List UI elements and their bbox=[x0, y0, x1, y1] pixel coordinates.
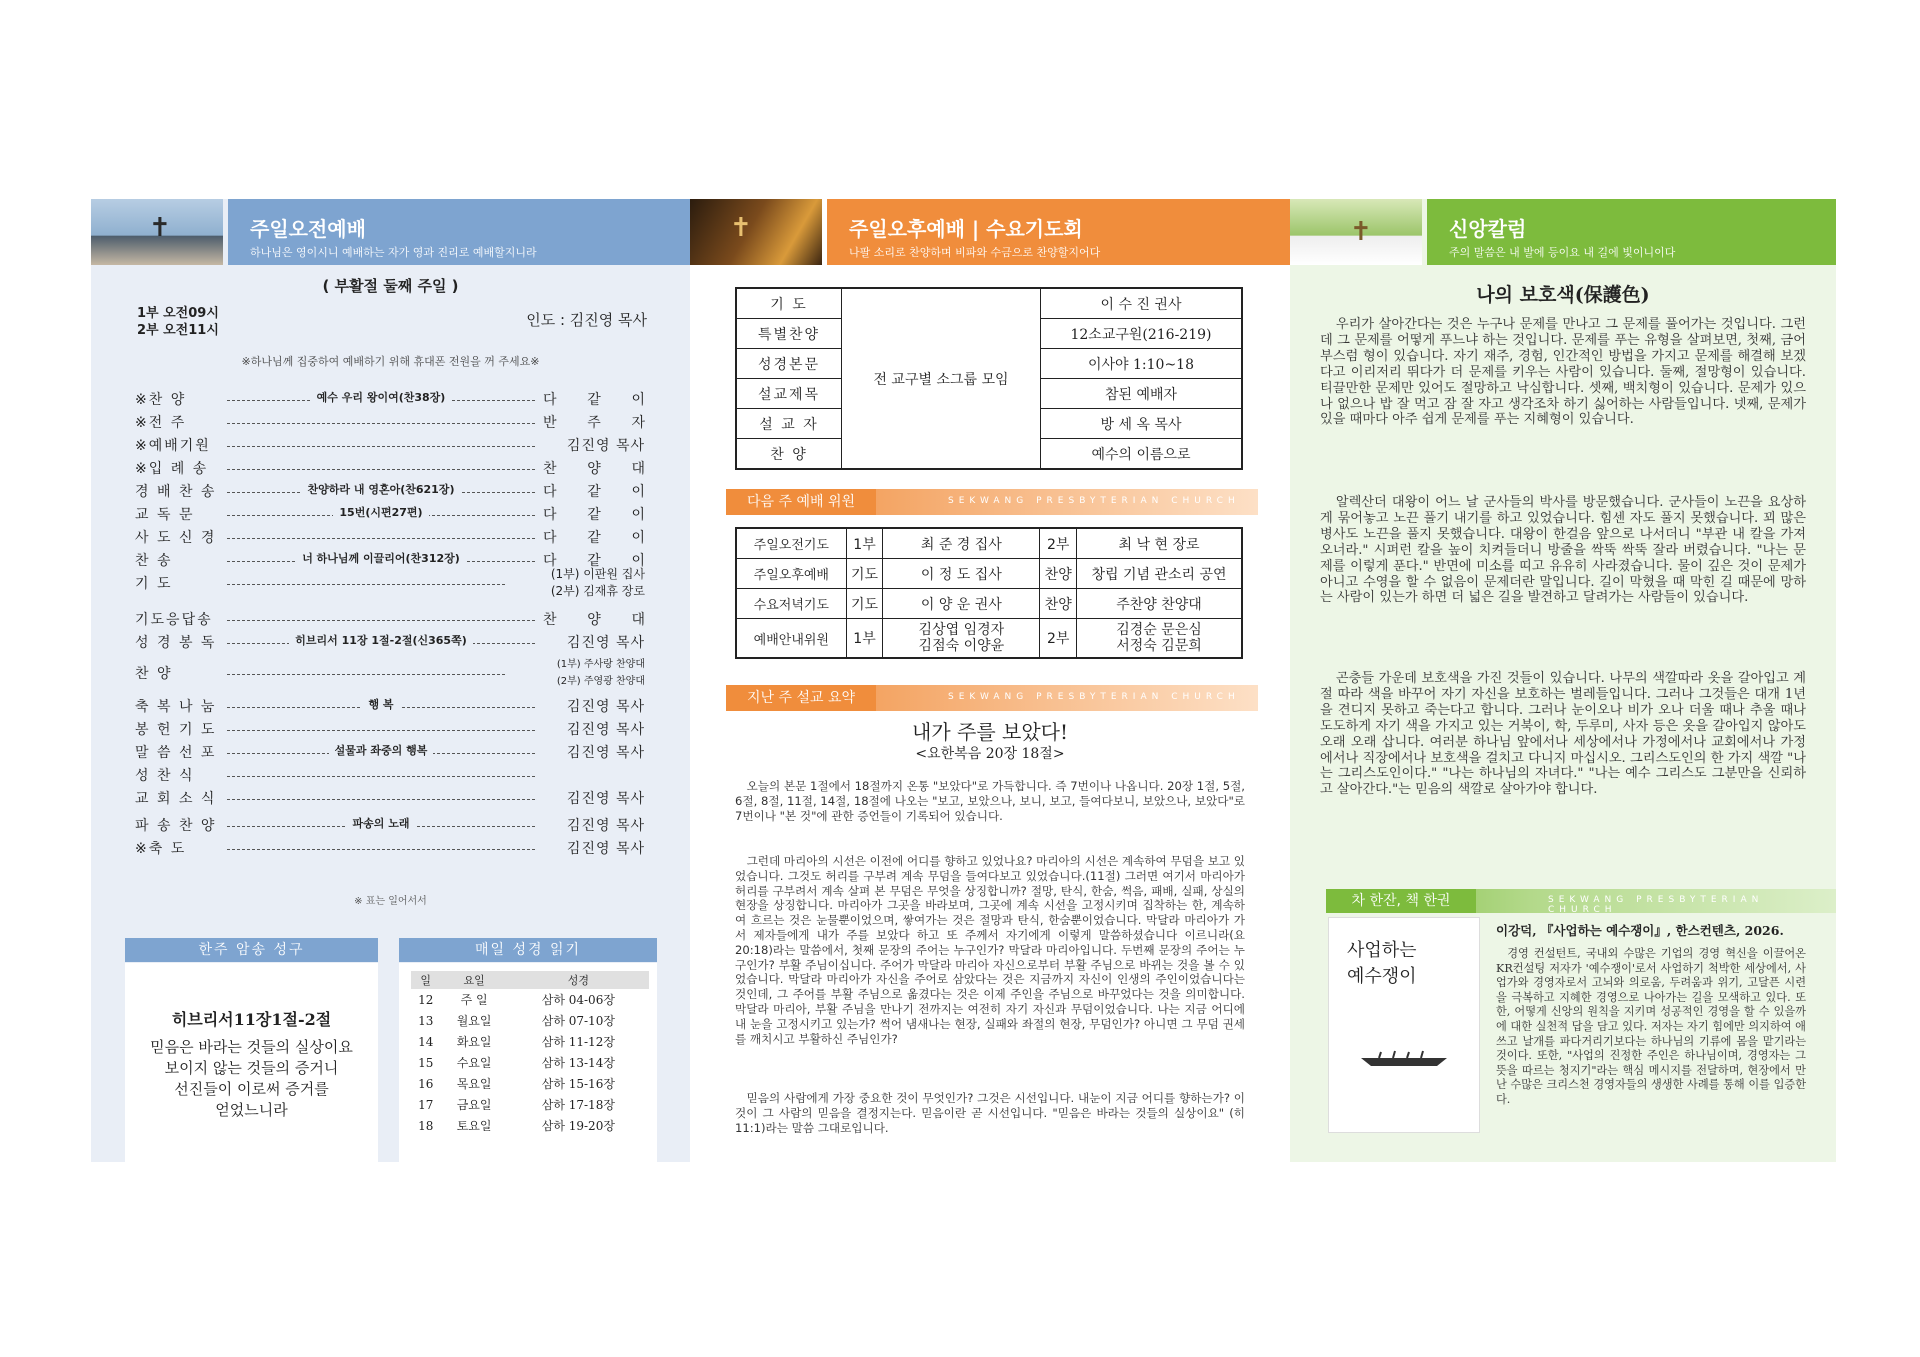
order-label: 기도응답송 bbox=[135, 612, 213, 628]
daily-reading-table bbox=[411, 971, 649, 1136]
reading-cell: 17 bbox=[418, 1097, 434, 1112]
service-value: 이 수 진 권사 bbox=[1041, 288, 1243, 319]
order-person: 김진영 목사 bbox=[566, 635, 645, 651]
memory-verse-line: 믿음은 바라는 것들의 실상이요 bbox=[150, 1038, 353, 1056]
order-title-text: 히브리서 11장 1절-2절(신365쪽) bbox=[289, 634, 473, 647]
order-label: 성 경 봉 독 bbox=[135, 635, 217, 651]
order-person-2: (2부) 김재휴 장로 bbox=[550, 584, 645, 598]
service-label: 특별찬양 bbox=[736, 319, 842, 349]
reading-cell: 수요일 bbox=[456, 1056, 492, 1070]
order-person: 찬 양 대 bbox=[543, 612, 645, 628]
worship-order-item bbox=[135, 632, 645, 654]
next-week-cell: 주일오전기도 bbox=[736, 528, 846, 559]
reading-row bbox=[411, 1052, 649, 1073]
order-title bbox=[227, 815, 535, 831]
worship-order-item bbox=[135, 659, 645, 687]
order-label: 기 도 bbox=[135, 576, 173, 592]
next-week-title: 다음 주 예배 위원 bbox=[726, 489, 876, 515]
order-person: 다 같 이 bbox=[543, 507, 645, 523]
service-label: 찬 양 bbox=[736, 439, 842, 470]
afternoon-service-header bbox=[690, 199, 1290, 265]
order-person: 다 같 이 bbox=[543, 530, 645, 546]
reading-row bbox=[411, 1115, 649, 1136]
next-week-cell: 찬양 bbox=[1040, 559, 1077, 589]
next-week-cell: 최 준 경 집사 bbox=[883, 528, 1040, 559]
column-paragraph-1: 우리가 살아간다는 것은 누구나 문제를 만나고 그 문제를 풀어가는 것입니다. 그런데 그 문제를 어떻게 푸느냐 하는 것입니다. 문제를 푸는 유형을 살펴보면, 첫째, 금어 부스럼 형이 있습니다. 자기 재주, 경험, 인간적인 방법을 가지고 문제를 해결해 보겠다고 이리저리 뛰다가 더 문제를 키우는 사람이 있습니다. 둘째, 절망형이 있습니다. 티끌만한 문제만 있어도 절망하고 낙심합니다. 셋째, 백치형이 있습니다. 문제가 있으나 없으나 밥 잘 먹고 잠 잘 자고 생각조차 하기 싫어하는 사람들입니다. 넷째, 문제가 있을 때마다 아주 쉽게 문제를 푸는 지혜형이 있습니다. bbox=[1320, 317, 1806, 428]
next-week-cell: 최 낙 현 장로 bbox=[1077, 528, 1242, 559]
order-leader-line bbox=[227, 584, 505, 585]
reading-cell: 15 bbox=[418, 1055, 434, 1070]
worship-order-item bbox=[135, 742, 645, 764]
church-name-english: SEKWANG PRESBYTERIAN CHURCH bbox=[948, 496, 1240, 506]
usher-cell: 2부 bbox=[1040, 619, 1077, 659]
memory-verse-reference: 히브리서11장1절-2절 bbox=[171, 1010, 332, 1029]
reading-cell: 주 일 bbox=[460, 993, 488, 1007]
daily-reading-box bbox=[399, 963, 657, 1162]
order-label: 교 독 문 bbox=[135, 507, 195, 523]
section-subtitle: 나팔 소리로 찬양하며 비파와 수금으로 찬양할지어다 bbox=[849, 246, 1101, 259]
worship-order-item bbox=[135, 788, 645, 810]
order-leader-line bbox=[227, 799, 535, 800]
sunday-name: ( 부활절 둘째 주일 ) bbox=[322, 277, 459, 295]
next-week-cell: 수요저녁기도 bbox=[736, 589, 846, 619]
worship-order-item bbox=[135, 696, 645, 718]
reading-cell: 삼하 17-18장 bbox=[541, 1098, 615, 1112]
worship-order-item bbox=[135, 435, 645, 457]
order-label: ※전 주 bbox=[135, 415, 187, 431]
order-person: 김진영 목사 bbox=[566, 722, 645, 738]
order-person: 김진영 목사 bbox=[566, 818, 645, 834]
service-label: 설 교 자 bbox=[736, 409, 842, 439]
cross-icon: ✝ bbox=[149, 213, 171, 243]
church-name-english: SEKWANG PRESBYTERIAN CHURCH bbox=[1548, 895, 1764, 915]
next-week-cell: 기도 bbox=[846, 559, 883, 589]
order-title-text: 행 복 bbox=[362, 698, 399, 711]
order-label: 파 송 찬 양 bbox=[135, 818, 217, 834]
book-cover-title-line-2: 예수쟁이 bbox=[1347, 966, 1417, 987]
order-title-text: 너 하나님께 이끌리어(찬312장) bbox=[296, 552, 466, 565]
memory-verse-text bbox=[125, 1037, 378, 1121]
service-label: 기 도 bbox=[736, 288, 842, 319]
order-person: 반 주 자 bbox=[543, 415, 645, 431]
sermon-paragraph-3: 믿음의 사람에게 가장 중요한 것이 무엇인가? 그것은 시선입니다. 내눈이 지금 어디를 향하는가? 이것이 그 사람의 믿음을 결정지는다. 믿음이란 곧 시선입니다. "믿음은 바라는 것들의 실상이요" (히 11:1)라는 말씀 그대로입니다. bbox=[735, 1091, 1245, 1135]
order-title-text: 파송의 노래 bbox=[347, 817, 416, 830]
worship-order-item bbox=[135, 481, 645, 503]
order-leader-line bbox=[227, 849, 535, 850]
next-week-bar bbox=[726, 489, 1258, 515]
reading-row bbox=[411, 1010, 649, 1031]
order-label: 성 찬 식 bbox=[135, 768, 195, 784]
cross-icon: ✝ bbox=[1350, 217, 1372, 247]
reading-header-row bbox=[411, 971, 649, 989]
order-label: 경 배 찬 송 bbox=[135, 484, 217, 500]
order-label: 축 복 나 눔 bbox=[135, 699, 217, 715]
morning-service-column bbox=[91, 199, 690, 1162]
order-label: ※찬 양 bbox=[135, 392, 187, 408]
reading-cell: 삼하 19-20장 bbox=[541, 1119, 615, 1133]
reading-cell: 14 bbox=[418, 1034, 434, 1049]
order-person-1: (1부) 이판원 집사 bbox=[550, 567, 645, 581]
reading-row bbox=[411, 1073, 649, 1094]
bible-cross-icon: ✝ bbox=[730, 213, 752, 243]
afternoon-service-column bbox=[690, 199, 1290, 1162]
order-label: 교 회 소 식 bbox=[135, 791, 217, 807]
worship-order-item bbox=[135, 504, 645, 526]
order-person: 김진영 목사 bbox=[566, 791, 645, 807]
order-leader-line bbox=[227, 730, 535, 731]
service-label: 성경본문 bbox=[736, 349, 842, 379]
reading-header-cell: 성경 bbox=[508, 971, 649, 989]
worship-order-item bbox=[135, 567, 645, 598]
book-cover-title bbox=[1347, 938, 1417, 990]
sermon-paragraph-1: 오늘의 본문 1절에서 18절까지 온통 "보았다"로 가득합니다. 즉 7번이나 나옵니다. 20장 1절, 5절, 6절, 8절, 11절, 14절, 18절에 나오는 "보고, 보았으나, 보니, 보고, 들여다보니, 보았으나, 보았다"로 7번이나 "본 것"에 관한 증언들이 기록되어 있습니다. bbox=[735, 779, 1245, 823]
order-title-text: 15번(시편27편) bbox=[333, 506, 428, 519]
reading-cell: 월요일 bbox=[456, 1014, 492, 1028]
usher-cell: 예배안내위원 bbox=[736, 619, 846, 659]
reading-cell: 13 bbox=[418, 1013, 434, 1028]
order-title bbox=[227, 696, 535, 712]
header-band bbox=[827, 199, 1290, 265]
order-leader-line bbox=[227, 446, 535, 447]
order-title bbox=[227, 632, 535, 648]
book-review: 경영 컨설턴트, 국내외 수많은 기업의 경영 혁신을 이끌어온 KR컨설팅 저자가 '예수쟁이'로서 사업하기 척박한 세상에서, 사업가와 경영자로서 고뇌와 의로움, 두려움과 위기, 고달픈 시련을 극복하고 지혜한 경영으로 나아가는 길을 모색하고 있다. 또한, 어떻게 신앙의 원칙을 지키며 성공적인 경영을 할 수 있을까에 대한 실천적 답을 담고 있다. 저자는 자기 힘에만 의지하여 애쓰고 날개를 파다거리기보다는 하나님의 기류에 몸을 맡기라는 것이다. 또한, "사업의 진정한 주인은 하나님이며, 경영자는 그 뜻을 따르는 청지기"라는 핵심 메시지를 전달하며, 현장에서 만난 수많은 크리스천 경영자들의 생생한 사례를 통해 이를 입증한다. bbox=[1496, 947, 1806, 1106]
reading-cell: 토요일 bbox=[456, 1119, 492, 1133]
order-label: ※예배기원 bbox=[135, 438, 211, 454]
usher-names-line: 김상엽 임경자 bbox=[918, 622, 1005, 638]
next-week-cell: 찬양 bbox=[1040, 589, 1077, 619]
worship-order-item bbox=[135, 389, 645, 411]
church-name-english: SEKWANG PRESBYTERIAN CHURCH bbox=[948, 692, 1240, 702]
afternoon-service-table bbox=[735, 287, 1243, 470]
reading-row bbox=[411, 1031, 649, 1052]
faith-column bbox=[1290, 199, 1836, 1162]
usher-cell bbox=[1077, 619, 1242, 659]
bulletin-spread bbox=[91, 199, 1836, 1162]
order-person: 다 같 이 bbox=[543, 392, 645, 408]
order-person: 김진영 목사 bbox=[566, 841, 645, 857]
order-leader-line bbox=[227, 620, 535, 621]
section-subtitle: 하나님은 영이시니 예배하는 자가 영과 진리로 예배할지니라 bbox=[250, 246, 537, 259]
reading-header-cell: 일 bbox=[411, 971, 441, 989]
order-title bbox=[227, 504, 535, 520]
service-center: 전 교구별 소그룹 모임 bbox=[842, 288, 1041, 469]
next-week-cell: 2부 bbox=[1040, 528, 1077, 559]
daily-reading-title: 매일 성경 읽기 bbox=[399, 938, 657, 962]
header-band bbox=[1427, 199, 1836, 265]
worship-order-item bbox=[135, 765, 645, 787]
morning-service-header bbox=[91, 199, 690, 265]
order-title-text: 설물과 좌중의 행복 bbox=[329, 744, 434, 757]
book-cover bbox=[1328, 917, 1480, 1133]
order-person-1: (1부) 주사랑 찬양대 bbox=[556, 659, 645, 670]
book-bar bbox=[1326, 889, 1836, 913]
order-person: 다 같 이 bbox=[543, 553, 645, 569]
column-title: 나의 보호색(保護色) bbox=[1476, 284, 1650, 306]
service-value: 12소교구원(216-219) bbox=[1041, 319, 1243, 349]
worship-order-item bbox=[135, 412, 645, 434]
order-leader-line bbox=[227, 469, 535, 470]
sermon-paragraph-2: 그런데 마리아의 시선은 이전에 어디를 향하고 있었나요? 마리아의 시선은 계속하여 무덤을 보고 있었습니다. 그것도 허리를 구부려 계속 무덤을 들여다보고 있었습니다.(11절) 그러면 여기서 마리아가 허리를 구부려서 계속 살펴 본 무덤은 무엇을 상징합니까? 절망, 탄식, 한숨, 썩음, 패배, 실패, 상실의 현장을 상징합니다. 마리아가 그곳을 바라보며, 그곳에 계속 시선을 고정시키며 집착하는 한, 계속하여 흐르는 것은 눈물뿐이었으며, 쌓여가는 것은 절망과 탄식, 한숨뿐이었습니다. 막달라 마리아가 가서 제자들에게 내가 주를 보았다 하고 또 주께서 자기에게 이렇게 말씀하셨습니다 이르니라(요 20:18)라는 말씀에서, 첫째 문장의 주어는 누구인가? 막달라 마리아입니다. 두번째 문장의 주어는 누구인가? 부활 주님이십니다. 주어가 막달라 마리아 자신으로부터 부활 주님으로 바뀌는 것을 볼 수 있었습니다. 막달라 마리아가 자신을 주어로 삼았다는 것은 지금까지 자신이 인생의 주인이었습니다는 것인데, 그 주어를 부활 주님으로 옮겼다는 것은 이제 주인을 주님으로 바꾸었다는 것을 의미합니다. 막달라 마리아, 부활 주님을 만나기 전까지는 여전히 자기 자신과 무덤이었습니다. 나는 지금 어디에 내 눈을 고정시키고 있는가? 썩어 냄새나는 현장, 실패와 좌절의 현장, 무덤인가? 아니면 그 무덤 권세를 깨치시고 부활하신 주님인가? bbox=[735, 854, 1245, 1046]
worship-order-item bbox=[135, 527, 645, 549]
order-title bbox=[227, 550, 535, 566]
order-person: 찬 양 대 bbox=[543, 461, 645, 477]
reading-cell: 16 bbox=[418, 1076, 434, 1091]
order-title bbox=[227, 481, 535, 497]
memory-verse-line: 얻었느니라 bbox=[215, 1101, 288, 1119]
reading-cell: 화요일 bbox=[456, 1035, 492, 1049]
phone-notice: ※하나님께 집중하여 예배하기 위해 휴대폰 전원을 꺼 주세요※ bbox=[241, 355, 540, 368]
column-paragraph-2: 알렉산더 대왕이 어느 날 군사들의 박사를 방문했습니다. 군사들이 노끈을 요상하게 묶어놓고 노끈 풀기 내기를 하고 있었습니다. 힘센 자도 풀지 못했습니다. 꾀 많은 병사도 노끈을 풀지 못했습니다. 대왕이 한걸음 앞으로 나서더니 "부관 내 칼을 가져오너라." 시퍼런 칼을 높이 치켜들더니 방줄을 싹뚝 싹뚝 잘라 버렸습니다. "나는 문제를 이렇게 푼다." 반면에 미소를 띠고 유유히 사라졌습니다. 물이 깊은 것이 문제가 아니고 수영을 할 수 없음이 문제더란 말입니다. 길이 막혔을 때 막힌 길 때문에 망하는 사람이 있는가 하면 더 넓은 길을 발견하고 달려가는 사람들이 있습니다. bbox=[1320, 495, 1806, 606]
order-label: 찬 양 bbox=[135, 666, 173, 682]
section-title: 신앙칼럼 bbox=[1449, 217, 1527, 241]
order-label: 말 씀 선 포 bbox=[135, 745, 217, 761]
order-person-2: (2부) 주영광 찬양대 bbox=[556, 676, 645, 687]
order-label: ※입 례 송 bbox=[135, 461, 209, 477]
reading-row bbox=[411, 989, 649, 1010]
order-person: 다 같 이 bbox=[543, 484, 645, 500]
stand-note: ※ 표는 일어서서 bbox=[354, 896, 427, 907]
reading-cell: 삼하 15-16장 bbox=[541, 1077, 615, 1091]
worship-order-item bbox=[135, 838, 645, 860]
section-title: 주일오후예배 | 수요기도회 bbox=[849, 217, 1083, 241]
service-value: 예수의 이름으로 bbox=[1041, 439, 1243, 470]
header-photo bbox=[91, 199, 223, 265]
reading-row bbox=[411, 1094, 649, 1115]
order-person: 김진영 목사 bbox=[566, 745, 645, 761]
sermon-summary-title: 지난 주 설교 요약 bbox=[726, 685, 876, 711]
sermon-title: 내가 주를 보았다! bbox=[912, 720, 1068, 744]
reading-cell: 삼하 13-14장 bbox=[541, 1056, 615, 1070]
reading-cell: 삼하 07-10장 bbox=[541, 1014, 615, 1028]
sermon-reference: <요한복음 20장 18절> bbox=[915, 746, 1065, 762]
service-time-2: 2부 오전11시 bbox=[137, 323, 219, 338]
header-photo bbox=[1290, 199, 1422, 265]
memory-verse-line: 선진들이 이로써 증거를 bbox=[174, 1080, 329, 1098]
header-photo bbox=[690, 199, 822, 265]
order-title bbox=[227, 742, 535, 758]
usher-names-line: 김점숙 이양윤 bbox=[918, 638, 1005, 654]
next-week-cell: 이 정 도 집사 bbox=[883, 559, 1040, 589]
reading-cell: 삼하 11-12장 bbox=[541, 1035, 615, 1049]
faith-column-header bbox=[1290, 199, 1836, 265]
order-label: 찬 송 bbox=[135, 553, 173, 569]
next-week-cell: 주일오후예배 bbox=[736, 559, 846, 589]
order-title bbox=[227, 389, 535, 405]
usher-cell: 1부 bbox=[846, 619, 883, 659]
worship-order-item bbox=[135, 609, 645, 631]
usher-names-line: 서정숙 김문희 bbox=[1116, 638, 1202, 654]
next-week-cell: 1부 bbox=[846, 528, 883, 559]
reading-cell: 삼하 04-06장 bbox=[541, 993, 615, 1007]
service-time-1: 1부 오전09시 bbox=[137, 306, 219, 321]
order-leader-line bbox=[227, 538, 535, 539]
service-value: 이사야 1:10~18 bbox=[1041, 349, 1243, 379]
reading-cell: 12 bbox=[418, 992, 434, 1007]
memory-verse-title: 한주 암송 성구 bbox=[125, 938, 378, 962]
next-week-servers-table bbox=[735, 527, 1243, 659]
service-value: 참된 예배자 bbox=[1041, 379, 1243, 409]
next-week-row bbox=[736, 528, 1242, 559]
worship-order-item bbox=[135, 815, 645, 837]
order-label: ※축 도 bbox=[135, 841, 187, 857]
sermon-summary-bar bbox=[726, 685, 1258, 711]
next-week-cell: 주찬양 찬양대 bbox=[1077, 589, 1242, 619]
memory-verse-line: 보이지 않는 것들의 증거니 bbox=[164, 1059, 339, 1077]
book-citation: 이강덕, 『사업하는 예수쟁이』, 한스컨텐츠, 2026. bbox=[1496, 923, 1784, 938]
worship-leader: 인도 : 김진영 목사 bbox=[526, 311, 647, 329]
service-value: 방 세 옥 목사 bbox=[1041, 409, 1243, 439]
reading-cell: 금요일 bbox=[456, 1098, 492, 1112]
order-person: 김진영 목사 bbox=[566, 699, 645, 715]
order-leader-line bbox=[227, 423, 535, 424]
reading-cell: 목요일 bbox=[456, 1077, 492, 1091]
order-label: 봉 헌 기 도 bbox=[135, 722, 217, 738]
order-label: 사 도 신 경 bbox=[135, 530, 217, 546]
order-leader-line bbox=[227, 674, 505, 675]
next-week-row bbox=[736, 589, 1242, 619]
next-week-cell: 이 양 운 권사 bbox=[883, 589, 1040, 619]
order-title-text: 예수 우리 왕이여(찬38장) bbox=[311, 391, 452, 404]
service-row bbox=[736, 288, 1242, 319]
section-title: 주일오전예배 bbox=[250, 217, 366, 241]
worship-order-item bbox=[135, 458, 645, 480]
book-cover-title-line-1: 사업하는 bbox=[1347, 940, 1417, 961]
memory-verse-box bbox=[125, 963, 378, 1162]
column-paragraph-3: 곤충들 가운데 보호색을 가진 것들이 있습니다. 나무의 색깔따라 옷을 갈아입고 계절 따라 색을 바꾸어 자기 자신을 보호하는 벌레들입니다. 그러나 그것들은 대개 1년을 견디지 못하고 죽는다고 합니다. 그러나 눈이오나 비가 오나 더울 때나 추울 때나 도도하게 자기 색을 가지고 있는 거북이, 학, 두루미, 사자 등은 옷을 갈아입지 않아도 오래 오래 삽니다. 여러분 하나님 앞에서나 세상에서나 가정에서나 교회에서나 가정에서나 직장에서나 보호색을 걸치고 다니지 마십시오. 그리스도인의 한 가지 색깔 "나는 그리스도인이다." "나는 하나님의 자녀다." "나는 예수 그리스도 그분만을 신뢰하고 살아간다."는 믿음의 색깔로 살아가야 합니다. bbox=[1320, 671, 1806, 798]
worship-order-item bbox=[135, 719, 645, 741]
order-title-text: 찬양하라 내 영혼아(찬621장) bbox=[302, 483, 461, 496]
next-week-cell: 기도 bbox=[846, 589, 883, 619]
reading-header-cell: 요일 bbox=[441, 971, 508, 989]
usher-cell bbox=[883, 619, 1040, 659]
book-bar-title: 차 한잔, 책 한권 bbox=[1326, 889, 1476, 913]
usher-names-line: 김경순 문은심 bbox=[1116, 622, 1202, 638]
next-week-row bbox=[736, 559, 1242, 589]
usher-row bbox=[736, 619, 1242, 659]
service-label: 설교제목 bbox=[736, 379, 842, 409]
order-person: 김진영 목사 bbox=[566, 438, 645, 454]
order-leader-line bbox=[227, 776, 535, 777]
reading-cell: 18 bbox=[418, 1118, 434, 1133]
boat-illustration bbox=[1359, 1048, 1449, 1070]
section-subtitle: 주의 말씀은 내 발에 등이요 내 길에 빛이니이다 bbox=[1449, 246, 1676, 259]
next-week-cell: 창립 기념 관소리 공연 bbox=[1077, 559, 1242, 589]
header-band bbox=[228, 199, 690, 265]
